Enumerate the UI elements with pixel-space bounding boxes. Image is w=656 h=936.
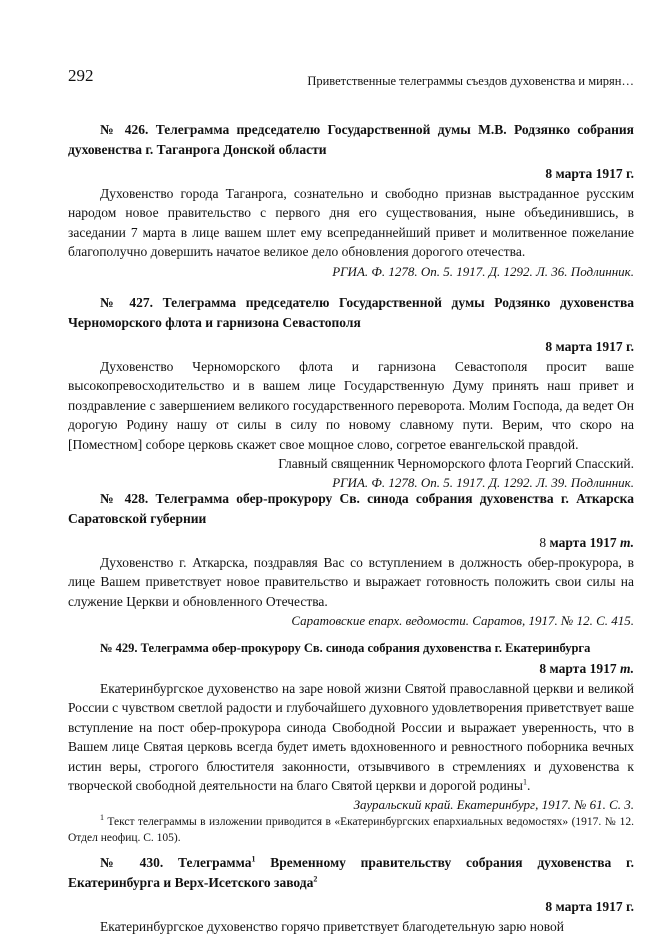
page-header xyxy=(68,66,634,90)
archive-source: Зауральский край. Екатеринбург, 1917. № 61. С. 3. xyxy=(353,797,634,813)
page-number: 292 xyxy=(68,66,94,85)
footnote-ref: 2 xyxy=(313,874,318,884)
footnote-text: Текст телеграммы в изложении приводится в «Екатеринбургских епархиальных ведомостях» (1917. № 12. Отдел неофиц. С. 105). xyxy=(68,816,634,845)
document-text: Духовенство города Таганрога, сознательно и свободно признав выстраданное русским народом новое правительство с первого дня его существования, ныне объединившись, в заседании 7 марта в лице вашем шлет ему всепреданнейший привет и молитвенное пожелание благополучно довершить начатое великое дело обновления дорогого отечества. xyxy=(68,186,634,260)
date-suffix: т. xyxy=(616,535,634,550)
heading-part-b: Временному правительству собрания духовенства г. Екатеринбурга и Верх-Исетского завода xyxy=(68,855,634,890)
footnote-mark: 1 xyxy=(100,813,104,823)
document-430 xyxy=(68,853,634,936)
document-date: 8 марта 1917 г. xyxy=(545,899,634,914)
document-heading: № 427. Телеграмма председателю Государственной думы Родзянко духовенства Черноморского флота и гарнизона Севастополя xyxy=(68,295,634,330)
document-427 xyxy=(68,293,634,492)
document-date: 8 марта 1917 г. xyxy=(545,166,634,181)
document-text: Екатеринбургское духовенство горячо приветствует благодетельную зарю новой xyxy=(100,919,564,934)
date-day: 8 xyxy=(539,535,547,550)
footnote xyxy=(68,814,634,846)
document-426 xyxy=(68,120,634,281)
document-heading: № 429. Телеграмма обер-прокурору Св. синода собрания духовенства г. Екатеринбурга xyxy=(100,641,591,655)
document-text xyxy=(68,679,634,795)
archive-source: Саратовские епарх. ведомости. Саратов, 1917. № 12. С. 415. xyxy=(291,613,634,629)
paragraph-end: . xyxy=(526,778,531,794)
document-date xyxy=(68,533,634,553)
document-signature: Главный священник Черноморского флота Георгий Спасский. xyxy=(278,456,634,472)
footnote-ref: 1 xyxy=(522,777,527,787)
document-text: Духовенство г. Аткарска, поздравляя Вас со вступлением в должность обер-прокурора, в лице Вашем приветствует новое правительство и выражает готовность положить свои силы на служение Церкви и обновленного Отечества. xyxy=(68,555,634,609)
paragraph-body: Екатеринбургское духовенство на заре новой жизни Святой православной церкви и великой России с чувством светлой радости и глубочайшего духовного удовлетворения приветствует ваше вступление на пост обер-прокурора синода Свободной России и выражает уверенность, что в Вашем лице Святая церковь всегда будет иметь вдохновенного и ревностного поборника вечных истин веры, строгого блюстителя законности, отзывчивого в стремлениях и духовенства к творческой свободной деятельности на благо Святой церкви и дорогой родины xyxy=(68,681,634,794)
document-heading xyxy=(68,853,634,893)
date-main: 8 марта 1917 xyxy=(539,661,617,676)
archive-source: РГИА. Ф. 1278. Оп. 5. 1917. Д. 1292. Л. 39. Подлинник. xyxy=(332,475,634,491)
date-suffix: т. xyxy=(616,661,634,676)
heading-part-a: № 430. Телеграмма xyxy=(100,855,252,870)
archive-source: РГИА. Ф. 1278. Оп. 5. 1917. Д. 1292. Л. 36. Подлинник. xyxy=(332,263,634,279)
document-date xyxy=(68,659,634,679)
date-month-year: марта 1917 xyxy=(546,535,617,550)
document-text: Духовенство Черноморского флота и гарнизона Севастополя просит ваше высокопревосходительство и в вашем лице Государственную Думу принять наш привет и поздравление с завершением великого государственного переворота. Молим Господа, да ведет Он дорогую Родину нашу от силы в силу по новому славному пути. Верим, что скоро на [Поместном] соборе церковь скажет свое мощное слово, согретое евангельской правдой. xyxy=(68,359,634,452)
footnote-ref: 1 xyxy=(251,854,256,864)
document-heading: № 428. Телеграмма обер-прокурору Св. синода собрания духовенства г. Аткарска Саратовской губернии xyxy=(68,491,634,526)
document-heading: № 426. Телеграмма председателю Государственной думы М.В. Родзянко собрания духовенства г. Таганрога Донской области xyxy=(68,122,634,157)
document-428 xyxy=(68,489,634,630)
document-429 xyxy=(68,638,634,846)
running-title: Приветственные телеграммы съездов духовенства и мирян… xyxy=(307,74,634,88)
document-date: 8 марта 1917 г. xyxy=(545,339,634,354)
